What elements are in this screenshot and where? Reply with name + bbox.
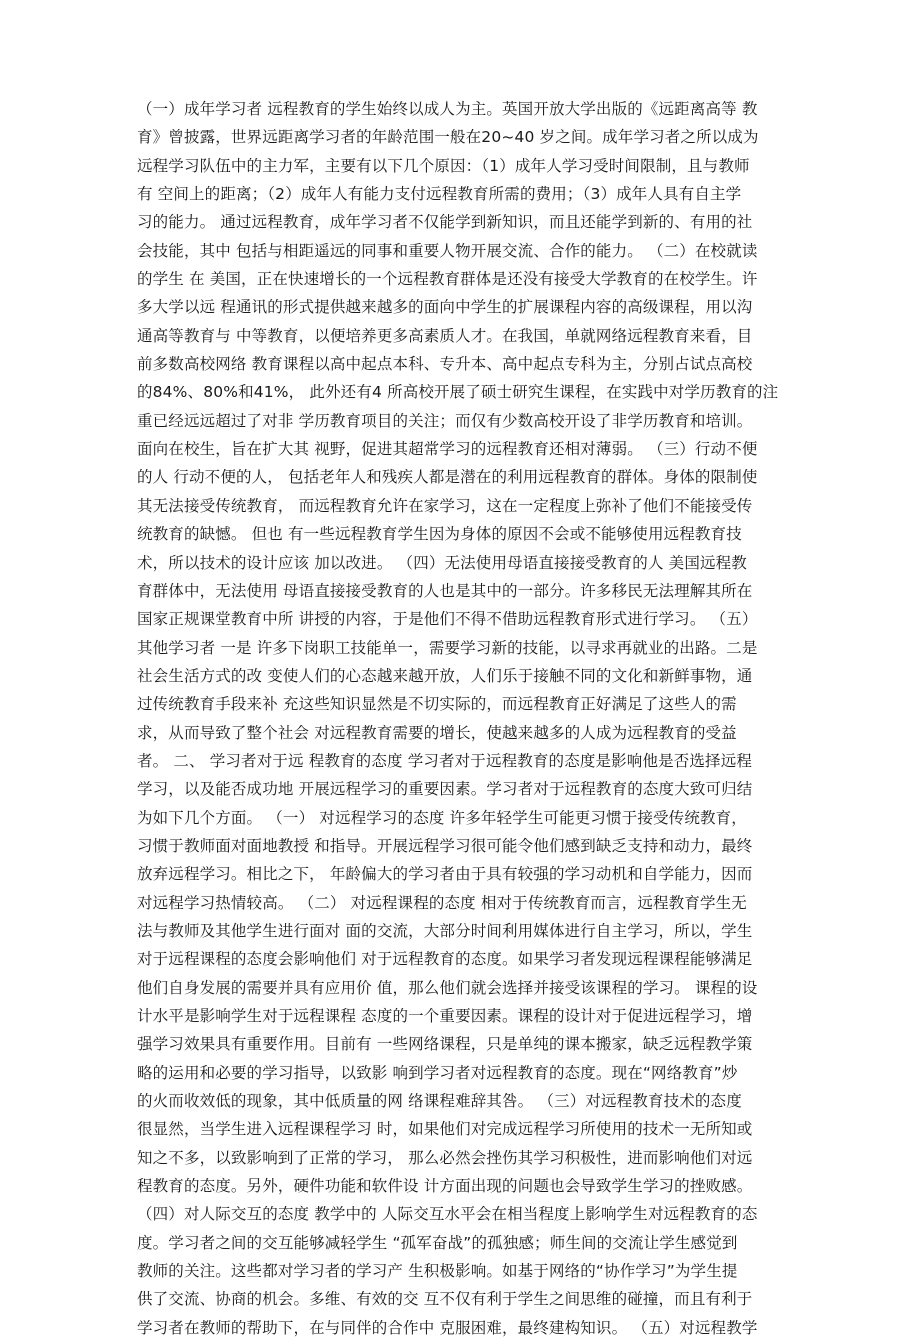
text-line: 法与教师及其他学生进行面对 面的交流，大部分时间利用媒体进行自主学习，所以，学生 — [137, 921, 753, 940]
text-line: （一）成年学习者 远程教育的学生始终以成人为主。英国开放大学出版的《远距离高等 教 — [137, 100, 758, 118]
text-line: 教师的关注。这些都对学习者的学习产 生积极影响。如基于网络的“协作学习”为学生提 — [137, 1262, 738, 1281]
text-line: 其他学习者 一是 许多下岗职工技能单一，需要学习新的技能，以寻求再就业的出路。二是 — [137, 638, 758, 657]
text-line: 对远程学习热情较高。 （二） 对远程课程的态度 相对于传统教育而言，远程教育学生无 — [137, 893, 747, 912]
text-line: 学习者在教师的帮助下，在与同伴的合作中 克服困难，最终建构知识。 （五）对远程教学 — [137, 1318, 758, 1337]
text-line: 者。 二、 学习者对于远 程教育的态度 学习者对于远程教育的态度是影响他是否选择远程 — [137, 751, 753, 770]
text-line: 对于远程课程的态度会影响他们 对于远程教育的态度。如果学习者发现远程课程能够满足 — [137, 950, 753, 969]
text-line: 有 空间上的距离；（2）成年人有能力支付远程教育所需的费用；（3）成年人具有自主学 — [137, 185, 742, 204]
text-line: 育》曾披露，世界远距离学习者的年龄范围一般在20~40 岁之间。成年学习者之所以成为 — [137, 128, 759, 147]
text-line: 的84%、80%和41%， 此外还有4 所高校开展了硕士研究生课程，在实践中对学历教育的注 — [137, 383, 779, 402]
text-line: 强学习效果具有重要作用。目前有 一些网络课程，只是单纯的课本搬家，缺乏远程教学策 — [137, 1035, 753, 1054]
text-line: （四）对人际交互的态度 教学中的 人际交互水平会在相当程度上影响学生对远程教育的态 — [137, 1205, 758, 1224]
text-line: 远程学习队伍中的主力军，主要有以下几个原因：（1）成年人学习受时间限制，且与教师 — [137, 156, 750, 175]
text-line: 知之不多，以致影响到了正常的学习， 那么必然会挫伤其学习积极性，进而影响他们对远 — [137, 1148, 753, 1167]
text-line: 习的能力。 通过远程教育，成年学习者不仅能学到新知识，而且还能学到新的、有用的社 — [137, 213, 753, 232]
text-line: 计水平是影响学生对于远程课程 态度的一个重要因素。课程的设计对于促进远程学习，增 — [137, 1007, 753, 1025]
text-line: 国家正规课堂教育中所 讲授的内容，于是他们不得不借助远程教育形式进行学习。 （五） — [137, 610, 758, 629]
text-line: 育群体中，无法使用 母语直接接受教育的人也是其中的一部分。许多移民无法理解其所在 — [137, 581, 753, 600]
text-line: 重已经远远超过了对非 学历教育项目的关注；而仅有少数高校开设了非学历教育和培训。 — [137, 411, 753, 430]
text-line: 度。学习者之间的交互能够减轻学生 “孤军奋战”的孤独感；师生间的交流让学生感觉到 — [137, 1233, 738, 1252]
text-line: 社会生活方式的改 变使人们的心态越来越开放，人们乐于接触不同的文化和新鲜事物，通 — [137, 666, 753, 685]
text-line: 程教育的态度。另外，硬件功能和软件设 计方面出现的问题也会导致学生学习的挫败感。 — [137, 1177, 753, 1196]
text-line: 求，从而导致了整个社会 对远程教育需要的增长，使越来越多的人成为远程教育的受益 — [137, 723, 737, 742]
text-line: 的火而收效低的现象，其中低质量的网 络课程难辞其咎。 （三）对远程教育技术的态度 — [137, 1092, 742, 1111]
text-line: 学习，以及能否成功地 开展远程学习的重要因素。学习者对于远程教育的态度大致可归结 — [137, 780, 753, 799]
text-line: 的学生 在 美国，正在快速增长的一个远程教育群体是还没有接受大学教育的在校学生。许 — [137, 270, 758, 289]
text-line: 为如下几个方面。 （一） 对远程学习的态度 许多年轻学生可能更习惯于接受传统教育， — [137, 808, 747, 827]
text-line: 会技能，其中 包括与相距遥远的同事和重要人物开展交流、合作的能力。 （二）在校就读 — [137, 241, 758, 260]
document-body — [137, 95, 797, 1342]
text-line: 其无法接受传统教育， 而远程教育允许在家学习，这在一定程度上弥补了他们不能接受传 — [137, 496, 753, 515]
text-line: 统教育的缺憾。 但也 有一些远程教育学生因为身体的原因不会或不能够使用远程教育技 — [137, 525, 742, 544]
text-line: 他们自身发展的需要并具有应用价 值，那么他们就会选择并接受该课程的学习。 课程的设 — [137, 978, 758, 997]
text-line: 通高等教育与 中等教育，以便培养更多高素质人才。在我国，单就网络远程教育来看，目 — [137, 326, 753, 345]
text-line: 术，所以技术的设计应该 加以改进。 （四）无法使用母语直接接受教育的人 美国远程教 — [137, 553, 747, 572]
text-line: 的人 行动不便的人， 包括老年人和残疾人都是潜在的利用远程教育的群体。身体的限制使 — [137, 468, 758, 487]
text-line: 供了交流、协商的机会。多维、有效的交 互不仅有利于学生之间思维的碰撞，而且有利于 — [137, 1290, 753, 1309]
text-line: 前多数高校网络 教育课程以高中起点本科、专升本、高中起点专科为主，分别占试点高校 — [137, 355, 753, 374]
text-line: 过传统教育手段来补 充这些知识显然是不切实际的，而远程教育正好满足了这些人的需 — [137, 695, 737, 714]
text-line: 很显然，当学生进入远程课程学习 时，如果他们对完成远程学习所使用的技术一无所知或 — [137, 1120, 753, 1139]
text-line: 面向在校生，旨在扩大其 视野，促进其超常学习的远程教育还相对薄弱。 （三）行动不便 — [137, 440, 758, 459]
text-line: 放弃远程学习。相比之下， 年龄偏大的学习者由于具有较强的学习动机和自学能力，因而 — [137, 865, 753, 884]
text-line: 多大学以远 程通讯的形式提供越来越多的面向中学生的扩展课程内容的高级课程，用以沟 — [137, 298, 753, 317]
text-line: 习惯于教师面对面地教授 和指导。开展远程学习很可能令他们感到缺乏支持和动力，最终 — [137, 836, 753, 855]
text-line: 略的运用和必要的学习指导，以致影 响到学习者对远程教育的态度。现在“网络教育”炒 — [137, 1063, 738, 1082]
